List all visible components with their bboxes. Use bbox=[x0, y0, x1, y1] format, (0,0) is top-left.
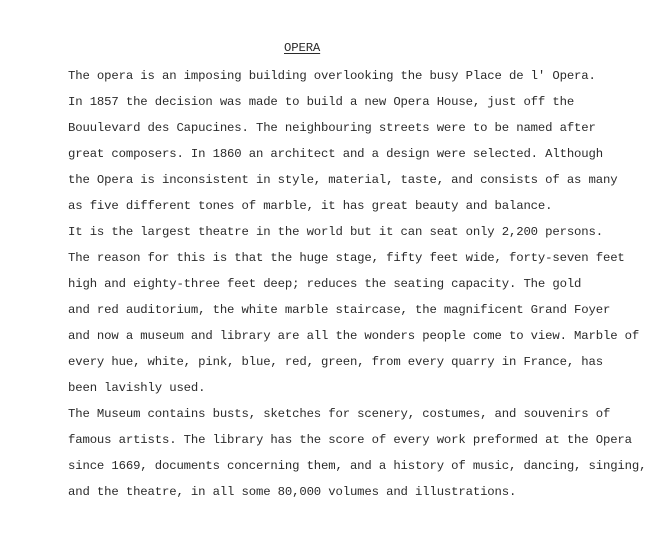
paragraph-line-5: the Opera is inconsistent in style, material, taste, and consists of as many bbox=[68, 173, 618, 187]
paragraph-line-13: been lavishly used. bbox=[68, 381, 206, 395]
paragraph-line-12: every hue, white, pink, blue, red, green, from every quarry in France, has bbox=[68, 355, 603, 369]
paragraph-line-3: Bouulevard des Capucines. The neighbouring streets were to be named after bbox=[68, 121, 596, 135]
paragraph-line-16: since 1669, documents concerning them, and a history of music, dancing, singing, bbox=[68, 459, 647, 473]
document-title: OPERA bbox=[284, 41, 321, 55]
paragraph-line-11: and now a museum and library are all the wonders people come to view. Marble of bbox=[68, 329, 640, 343]
paragraph-line-7: It is the largest theatre in the world but it can seat only 2,200 persons. bbox=[68, 225, 603, 239]
paragraph-line-14: The Museum contains busts, sketches for scenery, costumes, and souvenirs of bbox=[68, 407, 611, 421]
paragraph-line-2: In 1857 the decision was made to build a new Opera House, just off the bbox=[68, 95, 575, 109]
paragraph-line-15: famous artists. The library has the score of every work preformed at the Opera bbox=[68, 433, 632, 447]
paragraph-line-4: great composers. In 1860 an architect and a design were selected. Although bbox=[68, 147, 603, 161]
paragraph-line-8: The reason for this is that the huge stage, fifty feet wide, forty-seven feet bbox=[68, 251, 625, 265]
paragraph-line-9: high and eighty-three feet deep; reduces the seating capacity. The gold bbox=[68, 277, 582, 291]
paragraph-line-1: The opera is an imposing building overlooking the busy Place de l' Opera. bbox=[68, 69, 596, 83]
paragraph-line-10: and red auditorium, the white marble staircase, the magnificent Grand Foyer bbox=[68, 303, 611, 317]
paragraph-line-6: as five different tones of marble, it has great beauty and balance. bbox=[68, 199, 553, 213]
paragraph-line-17: and the theatre, in all some 80,000 volumes and illustrations. bbox=[68, 485, 517, 499]
